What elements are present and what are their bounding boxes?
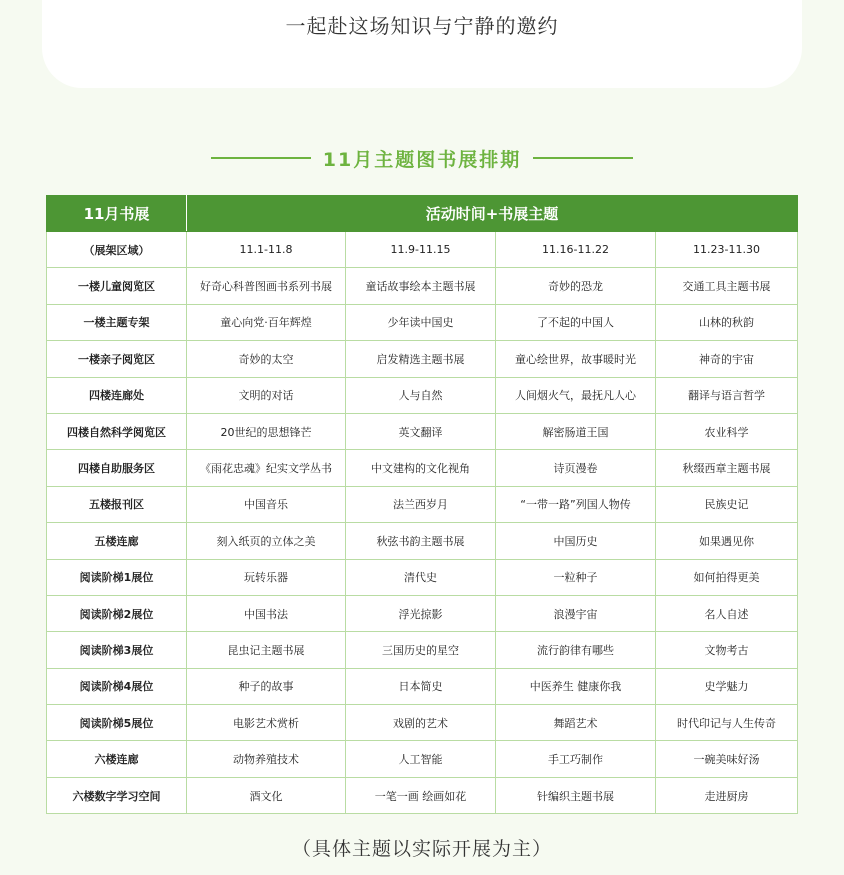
theme-cell: 清代史 [346,559,496,595]
theme-cell: “一带一路”列国人物传 [496,486,656,522]
invite-text: 一起赴这场知识与宁静的邀约 [285,14,559,38]
theme-cell: 英文翻译 [346,413,496,449]
theme-cell: 诗页漫卷 [496,450,656,486]
theme-cell: 走进厨房 [656,777,798,813]
theme-cell: 童心绘世界，故事暖时光 [496,341,656,377]
area-cell: 四楼自然科学阅览区 [47,413,187,449]
theme-cell: 如果遇见你 [656,523,798,559]
table-row [47,705,798,741]
theme-cell: 浪漫宇宙 [496,595,656,631]
theme-cell: 山林的秋韵 [656,304,798,340]
theme-cell: 20世纪的思想锋芒 [187,413,346,449]
table-row [47,741,798,777]
header-schedule: 活动时间+书展主题 [187,196,798,232]
area-cell: 阅读阶梯1展位 [47,559,187,595]
theme-cell: 秋弦书韵主题书展 [346,523,496,559]
table-row [47,304,798,340]
theme-cell: 神奇的宇宙 [656,341,798,377]
area-cell: 阅读阶梯4展位 [47,668,187,704]
theme-cell: 童话故事绘本主题书展 [346,268,496,304]
table-body [47,232,798,814]
area-cell: 六楼连廊 [47,741,187,777]
theme-cell: 刻入纸页的立体之美 [187,523,346,559]
theme-cell: 中国历史 [496,523,656,559]
theme-cell: 史学魅力 [656,668,798,704]
theme-cell: 了不起的中国人 [496,304,656,340]
section-title [0,143,844,173]
theme-cell: 秋缀西章主题书展 [656,450,798,486]
area-cell: 一楼亲子阅览区 [47,341,187,377]
area-cell: 五楼连廊 [47,523,187,559]
area-cell: 阅读阶梯2展位 [47,595,187,631]
theme-cell: 法兰西岁月 [346,486,496,522]
theme-cell: 舞蹈艺术 [496,705,656,741]
theme-cell: 酒文化 [187,777,346,813]
theme-cell: 浮光掠影 [346,595,496,631]
period-cell: 11.1-11.8 [187,232,346,268]
theme-cell: 手工巧制作 [496,741,656,777]
theme-cell: 民族史记 [656,486,798,522]
theme-cell: 中文建构的文化视角 [346,450,496,486]
footnote: （具体主题以实际开展为主） [291,838,552,860]
table-row [47,341,798,377]
period-row [47,232,798,268]
theme-cell: 电影艺术赏析 [187,705,346,741]
theme-cell: 一笔一画 绘画如花 [346,777,496,813]
theme-cell: 动物养殖技术 [187,741,346,777]
area-cell: 四楼连廊处 [47,377,187,413]
title-line-left [211,157,311,159]
area-cell: 阅读阶梯5展位 [47,705,187,741]
theme-cell: 中医养生 健康你我 [496,668,656,704]
theme-cell: 名人自述 [656,595,798,631]
table-row [47,595,798,631]
theme-cell: 如何拍得更美 [656,559,798,595]
area-cell: 阅读阶梯3展位 [47,632,187,668]
theme-cell: 解密肠道王国 [496,413,656,449]
theme-cell: 启发精选主题书展 [346,341,496,377]
area-cell: 六楼数字学习空间 [47,777,187,813]
period-cell: 11.23-11.30 [656,232,798,268]
theme-cell: 流行韵律有哪些 [496,632,656,668]
theme-cell: 人与自然 [346,377,496,413]
theme-cell: 种子的故事 [187,668,346,704]
theme-cell: 翻译与语言哲学 [656,377,798,413]
area-cell: 四楼自助服务区 [47,450,187,486]
area-cell: 五楼报刊区 [47,486,187,522]
table-row [47,377,798,413]
theme-cell: 《雨花忠魂》纪实文学丛书 [187,450,346,486]
table-row [47,268,798,304]
theme-cell: 玩转乐器 [187,559,346,595]
table-row [47,486,798,522]
theme-cell: 少年读中国史 [346,304,496,340]
schedule-table [46,195,798,814]
theme-cell: 文明的对话 [187,377,346,413]
area-cell: 一楼儿童阅览区 [47,268,187,304]
header-month: 11月书展 [47,196,187,232]
theme-cell: 日本简史 [346,668,496,704]
table-row [47,632,798,668]
title-line-right [533,157,633,159]
theme-cell: 时代印记与人生传奇 [656,705,798,741]
theme-cell: 奇妙的恐龙 [496,268,656,304]
theme-cell: 人工智能 [346,741,496,777]
theme-cell: 中国音乐 [187,486,346,522]
theme-cell: 交通工具主题书展 [656,268,798,304]
theme-cell: 文物考古 [656,632,798,668]
theme-cell: 人间烟火气，最抚凡人心 [496,377,656,413]
period-cell: 11.9-11.15 [346,232,496,268]
theme-cell: 好奇心科普图画书系列书展 [187,268,346,304]
invite-card [42,0,802,88]
table-row [47,777,798,813]
table-row [47,559,798,595]
theme-cell: 中国书法 [187,595,346,631]
area-cell: 一楼主题专架 [47,304,187,340]
section-title-text: 11月主题图书展排期 [322,148,522,171]
table-row [47,523,798,559]
table-row [47,450,798,486]
period-cell: 11.16-11.22 [496,232,656,268]
theme-cell: 戏剧的艺术 [346,705,496,741]
table-row [47,413,798,449]
theme-cell: 针编织主题书展 [496,777,656,813]
theme-cell: 昆虫记主题书展 [187,632,346,668]
theme-cell: 一粒种子 [496,559,656,595]
theme-cell: 一碗美味好汤 [656,741,798,777]
table-row [47,668,798,704]
theme-cell: 奇妙的太空 [187,341,346,377]
theme-cell: 三国历史的星空 [346,632,496,668]
area-label: （展架区域） [47,232,187,268]
theme-cell: 童心向党·百年辉煌 [187,304,346,340]
theme-cell: 农业科学 [656,413,798,449]
